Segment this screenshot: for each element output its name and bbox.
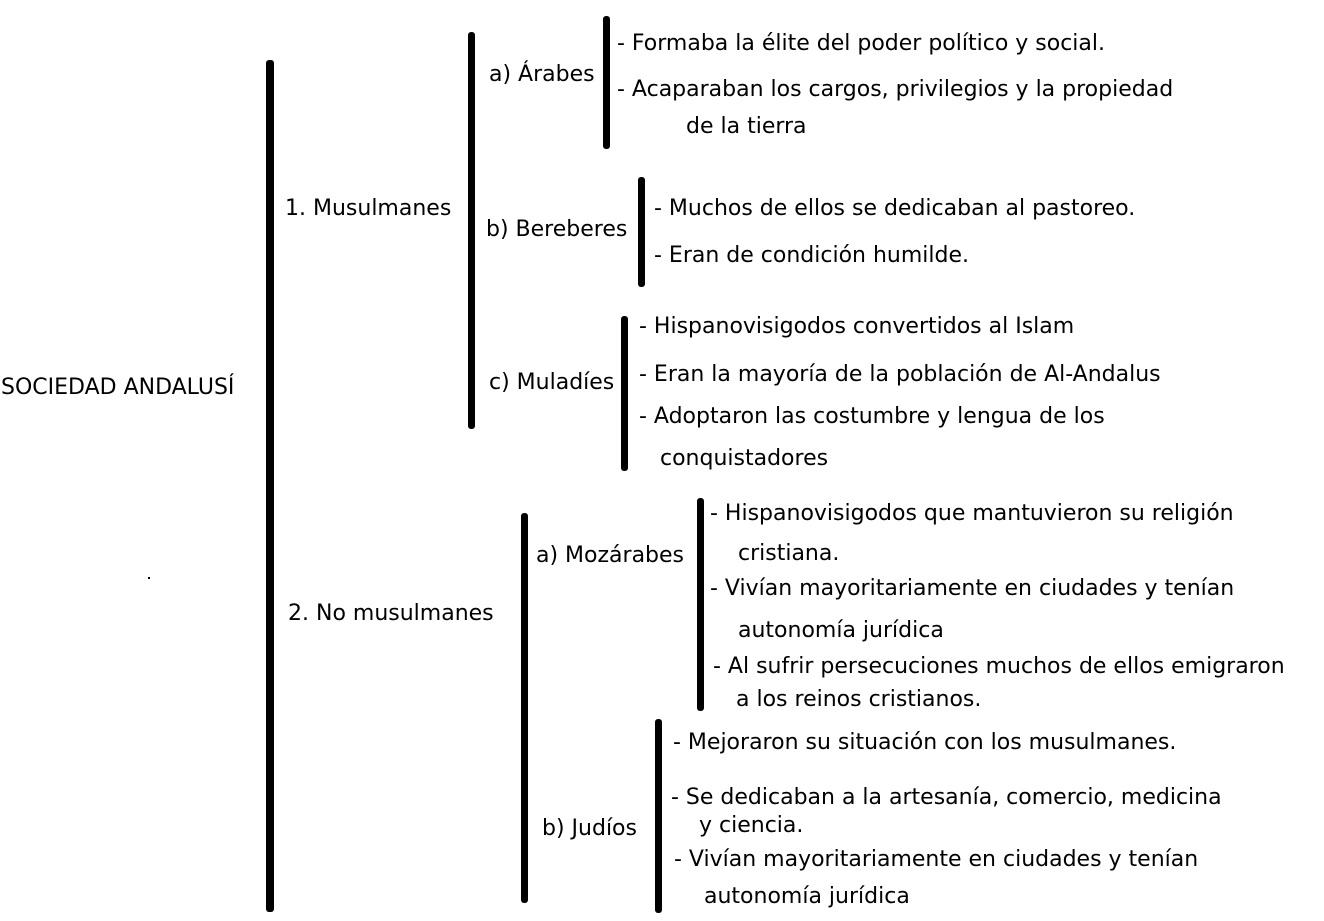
- muladies-bracket: [621, 316, 628, 471]
- mozarabes-item: a los reinos cristianos.: [736, 687, 982, 712]
- group-label-musulmanes: 1. Musulmanes: [285, 196, 452, 221]
- mozarabes-item: - Al sufrir persecuciones muchos de ellos emigraron: [713, 654, 1285, 679]
- muladies-item: - Adoptaron las costumbre y lengua de los: [639, 404, 1105, 429]
- stray-dot: [148, 577, 150, 579]
- root-bracket: [266, 60, 274, 912]
- judios-bracket: [655, 719, 662, 913]
- mozarabes-item: - Vivían mayoritariamente en ciudades y tenían: [710, 576, 1235, 601]
- judios-item: - Mejoraron su situación con los musulmanes.: [673, 730, 1177, 755]
- bereberes-bracket: [638, 177, 645, 287]
- mozarabes-item: cristiana.: [738, 541, 840, 566]
- subgroup-label-arabes: a) Árabes: [489, 62, 595, 87]
- bereberes-item: - Muchos de ellos se dedicaban al pastoreo.: [654, 196, 1136, 221]
- judios-item: autonomía jurídica: [704, 884, 910, 909]
- mozarabes-item: autonomía jurídica: [738, 618, 944, 643]
- subgroup-label-judios: b) Judíos: [542, 816, 637, 841]
- subgroup-label-muladies: c) Muladíes: [489, 370, 615, 395]
- judios-item: y ciencia.: [699, 813, 804, 838]
- root-label: SOCIEDAD ANDALUSÍ: [1, 375, 235, 400]
- muladies-item: - Eran la mayoría de la población de Al-Andalus: [639, 362, 1161, 387]
- subgroup-label-bereberes: b) Bereberes: [486, 217, 628, 242]
- bereberes-item: - Eran de condición humilde.: [654, 243, 970, 268]
- arabes-item: de la tierra: [686, 114, 807, 139]
- judios-item: - Vivían mayoritariamente en ciudades y tenían: [674, 847, 1199, 872]
- muladies-item: conquistadores: [660, 446, 829, 471]
- arabes-item: - Acaparaban los cargos, privilegios y la propiedad: [617, 77, 1174, 102]
- no-musulmanes-bracket: [521, 513, 528, 903]
- musulmanes-bracket: [468, 32, 475, 429]
- judios-item: - Se dedicaban a la artesanía, comercio, medicina: [671, 785, 1222, 810]
- mozarabes-item: - Hispanovisigodos que mantuvieron su religión: [710, 501, 1234, 526]
- mozarabes-bracket: [697, 498, 704, 711]
- group-label-no-musulmanes: 2. No musulmanes: [288, 601, 494, 626]
- muladies-item: - Hispanovisigodos convertidos al Islam: [639, 314, 1075, 339]
- arabes-bracket: [603, 16, 610, 149]
- arabes-item: - Formaba la élite del poder político y social.: [617, 31, 1106, 56]
- subgroup-label-mozarabes: a) Mozárabes: [536, 543, 685, 568]
